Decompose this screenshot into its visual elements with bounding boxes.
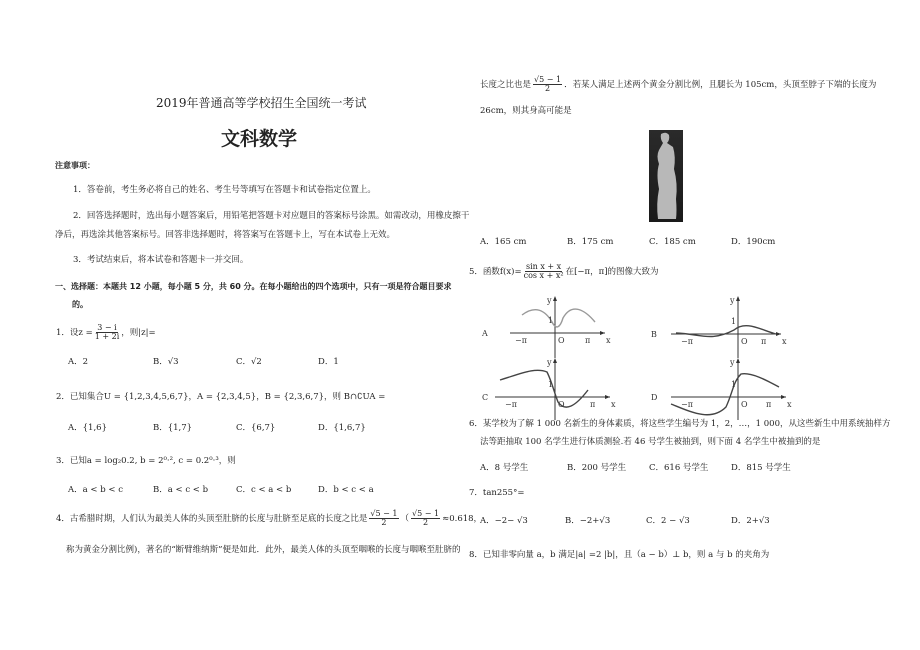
frac-num: √5 − 1 bbox=[534, 75, 562, 84]
frac-num: √5 − 1 bbox=[370, 509, 398, 518]
golden-ratio-fraction bbox=[533, 76, 562, 93]
notice-item: 3．考试结束后，将本试卷和答题卡一并交回。 bbox=[73, 255, 249, 265]
option: B．175 cm bbox=[567, 237, 614, 247]
golden-ratio-fraction bbox=[369, 510, 398, 527]
x-axis-label: x bbox=[787, 400, 792, 409]
x-axis-label: x bbox=[611, 400, 616, 409]
q1-prefix: 1．设z = bbox=[56, 328, 93, 338]
notice-item: 2．回答选择题时，选出每小题答案后，用铅笔把答题卡对应题目的答案标号涂黑。如需改动，用橡皮擦干 bbox=[73, 211, 470, 221]
tick-label-pi: π bbox=[761, 337, 767, 346]
frac-den: 2 bbox=[423, 518, 429, 527]
option: B．√3 bbox=[153, 357, 179, 367]
y-axis-label: y bbox=[730, 296, 735, 305]
graph-label: C bbox=[482, 393, 489, 402]
notice-item: 1．答卷前，考生务必将自己的姓名、考生号等填写在答题卡和试卷指定位置上。 bbox=[73, 185, 376, 195]
function-curve bbox=[676, 326, 776, 337]
q5-den: cos x + x² bbox=[523, 271, 564, 280]
golden-ratio-fraction bbox=[411, 510, 440, 527]
subject-title: 文科数学 bbox=[221, 128, 298, 150]
question-6: 6．某学校为了解 1 000 名新生的身体素质，将这些学生编号为 1，2，…，1 000，从这些新生中用系统抽样方 bbox=[469, 419, 891, 429]
y-axis-arrow bbox=[736, 296, 740, 301]
q4-text: ．若某人满足上述两个黄金分割比例，且腿长为 105cm，头顶至脖子下端的长度为 bbox=[564, 80, 877, 90]
q1-fraction bbox=[95, 324, 120, 341]
option: D．190cm bbox=[731, 237, 776, 247]
q4-text: ≈0.618， bbox=[442, 514, 483, 524]
graph-option-c bbox=[480, 352, 620, 425]
x-axis-arrow bbox=[781, 395, 786, 399]
tick-label-one: 1 bbox=[731, 317, 737, 326]
q1-den: 1 + 2i bbox=[94, 332, 120, 341]
option: A．8 号学生 bbox=[480, 463, 529, 473]
question-4-cont bbox=[480, 76, 876, 93]
x-axis-label: x bbox=[606, 336, 611, 345]
tick-label-one: 1 bbox=[548, 316, 554, 325]
venus-de-milo-image bbox=[649, 130, 683, 222]
x-axis-label: x bbox=[782, 337, 787, 346]
option: C．2 − √3 bbox=[646, 516, 690, 526]
option: C．616 号学生 bbox=[649, 463, 709, 473]
graph-label: A bbox=[482, 329, 488, 338]
x-axis-arrow bbox=[600, 331, 605, 335]
option: D．{1,6,7} bbox=[318, 423, 366, 433]
option: C．c < a < b bbox=[236, 485, 292, 495]
option: C．√2 bbox=[236, 357, 262, 367]
question-6-cont: 法等距抽取 100 名学生进行体质测验.若 46 号学生被抽到，则下面 4 名学生中被抽到的是 bbox=[480, 437, 821, 447]
frac-den: 2 bbox=[381, 518, 387, 527]
q4-text: 4．古希腊时期，人们认为最美人体的头顶至肚脐的长度与肚脐至足底的长度之比是 bbox=[56, 514, 368, 524]
option: B．{1,7} bbox=[153, 423, 193, 433]
option: C．{6,7} bbox=[236, 423, 276, 433]
y-axis-label: y bbox=[730, 358, 735, 367]
y-axis-label: y bbox=[547, 358, 552, 367]
option: B．−2+√3 bbox=[565, 516, 611, 526]
frac-den: 2 bbox=[545, 84, 551, 93]
q5-fraction bbox=[524, 263, 564, 280]
option: D．b < c < a bbox=[318, 485, 374, 495]
frac-num: √5 − 1 bbox=[412, 509, 440, 518]
origin-label: O bbox=[558, 336, 565, 345]
graph-label: B bbox=[651, 330, 657, 339]
option: C．185 cm bbox=[649, 237, 696, 247]
option: B．200 号学生 bbox=[567, 463, 627, 473]
x-axis-arrow bbox=[605, 395, 610, 399]
q5-prefix: 5．函数f(x)= bbox=[469, 267, 522, 277]
tick-label-neg-pi: −π bbox=[681, 400, 693, 409]
q4-text: （ bbox=[400, 514, 410, 524]
tick-label-neg-pi: −π bbox=[515, 336, 527, 345]
section-heading-cont: 的。 bbox=[72, 300, 88, 309]
question-8: 8．已知非零向量 a，b 满足|a| =2 |b|，且（a − b）⊥ b，则 a 与 b 的夹角为 bbox=[469, 550, 770, 560]
q5-suffix: 在[−π，π]的图像大致为 bbox=[565, 267, 659, 277]
question-1 bbox=[56, 324, 156, 341]
question-4 bbox=[56, 510, 482, 527]
option: A．2 bbox=[68, 357, 89, 367]
option: A．165 cm bbox=[480, 237, 527, 247]
question-3: 3．已知a = log₂0.2, b = 2⁰·², c = 0.2⁰·³，则 bbox=[56, 456, 236, 466]
option: B．a < c < b bbox=[153, 485, 209, 495]
question-5 bbox=[469, 263, 659, 280]
q1-num: 3 − i bbox=[97, 323, 117, 332]
exam-title: 2019年普通高等学校招生全国统一考试 bbox=[156, 96, 367, 110]
y-axis-arrow bbox=[736, 358, 740, 363]
notice-heading: 注意事项： bbox=[55, 161, 95, 170]
tick-label-pi: π bbox=[590, 400, 596, 409]
y-axis-label: y bbox=[547, 296, 552, 305]
origin-label: O bbox=[558, 400, 565, 409]
section-heading: 一、选择题：本题共 12 小题，每小题 5 分，共 60 分。在每小题给出的四个选项中，只有一项是符合题目要求 bbox=[55, 282, 452, 291]
x-axis-arrow bbox=[776, 332, 781, 336]
option: A．−2− √3 bbox=[480, 516, 528, 526]
q5-num: sin x + x bbox=[526, 262, 562, 271]
tick-label-pi: π bbox=[585, 336, 591, 345]
tick-label-pi: π bbox=[766, 400, 772, 409]
graph-option-d bbox=[651, 352, 791, 425]
option: A．a < b < c bbox=[68, 485, 123, 495]
option: D．2+√3 bbox=[731, 516, 770, 526]
origin-label: O bbox=[741, 400, 748, 409]
tick-label-one: 1 bbox=[548, 380, 554, 389]
question-7: 7．tan255°= bbox=[469, 488, 525, 498]
tick-label-neg-pi: −π bbox=[681, 337, 693, 346]
tick-label-neg-pi: −π bbox=[505, 400, 517, 409]
tick-label-one: 1 bbox=[731, 380, 737, 389]
q4-text: 长度之比也是 bbox=[480, 80, 532, 90]
question-2: 2．已知集合U = {1,2,3,4,5,6,7}，A = {2,3,4,5}，B = {2,3,6,7}，则 B∩∁UA = bbox=[56, 392, 386, 402]
option: D．815 号学生 bbox=[731, 463, 791, 473]
graph-label: D bbox=[651, 393, 658, 402]
question-4-cont: 26cm，则其身高可能是 bbox=[480, 106, 572, 116]
notice-item: 净后，再选涂其他答案标号。回答非选择题时，将答案写在答题卡上，写在本试卷上无效。 bbox=[55, 230, 396, 240]
question-4-cont: 称为黄金分割比例)，著名的“断臂维纳斯”便是如此．此外，最美人体的头顶至咽喉的长度与咽喉至肚脐的 bbox=[66, 545, 461, 555]
option: D．1 bbox=[318, 357, 339, 367]
origin-label: O bbox=[741, 337, 748, 346]
y-axis-arrow bbox=[553, 358, 557, 363]
function-curve bbox=[522, 309, 595, 327]
y-axis-arrow bbox=[553, 296, 557, 301]
q1-suffix: ，则|z|= bbox=[121, 328, 156, 338]
option: A．{1,6} bbox=[68, 423, 107, 433]
